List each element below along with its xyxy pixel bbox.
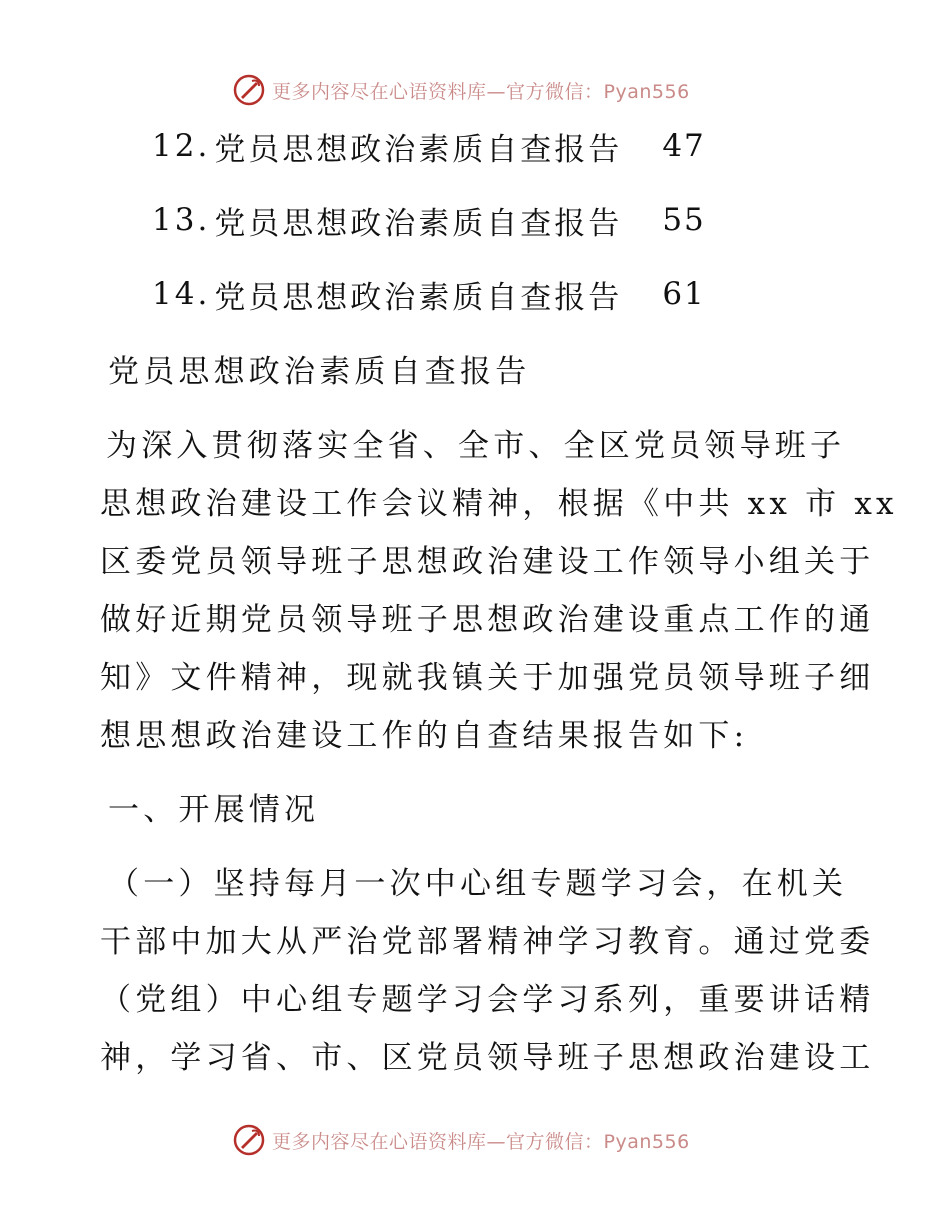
document-title: 党员思想政治素质自查报告 bbox=[108, 353, 531, 390]
toc-page-number: 55 bbox=[662, 202, 706, 238]
watermark-header bbox=[232, 70, 690, 110]
paragraph-line: 做好近期党员领导班子思想政治建设重点工作的通 bbox=[100, 601, 875, 638]
paragraph-line: 干部中加大从严治党部署精神学习教育。通过党委 bbox=[100, 923, 875, 960]
paragraph-line: 知》文件精神，现就我镇关于加强党员领导班子细 bbox=[100, 659, 875, 696]
toc-title: 党员思想政治素质自查报告 bbox=[214, 205, 623, 242]
watermark-text: 更多内容尽在心语资料库—官方微信：Pyan556 bbox=[272, 1130, 690, 1153]
toc-title: 党员思想政治素质自查报告 bbox=[214, 279, 623, 316]
watermark-footer bbox=[232, 1120, 690, 1160]
toc-number: 14. bbox=[152, 276, 211, 312]
toc-number: 12. bbox=[152, 128, 211, 164]
section-heading: 一、开展情况 bbox=[108, 791, 320, 828]
paragraph-line: 为深入贯彻落实全省、全市、全区党员领导班子 bbox=[106, 427, 846, 464]
paragraph-line: （一）坚持每月一次中心组专题学习会，在机关 bbox=[108, 865, 848, 902]
paragraph-line: 区委党员领导班子思想政治建设工作领导小组关于 bbox=[100, 543, 875, 580]
paragraph-line: 想思想政治建设工作的自查结果报告如下: bbox=[100, 717, 749, 754]
quill-logo-icon bbox=[232, 1123, 266, 1157]
toc-item bbox=[152, 122, 712, 170]
paragraph-line: 神，学习省、市、区党员领导班子思想政治建设工 bbox=[100, 1039, 875, 1076]
quill-logo-icon bbox=[232, 73, 266, 107]
toc-item bbox=[152, 270, 712, 318]
toc-page-number: 61 bbox=[662, 276, 706, 312]
paragraph-line: 思想政治建设工作会议精神，根据《中共 xx 市 xx bbox=[100, 485, 898, 522]
toc-item bbox=[152, 196, 712, 244]
toc-title: 党员思想政治素质自查报告 bbox=[214, 131, 623, 168]
toc-page-number: 47 bbox=[662, 128, 706, 164]
toc-number: 13. bbox=[152, 202, 211, 238]
watermark-text: 更多内容尽在心语资料库—官方微信：Pyan556 bbox=[272, 80, 690, 103]
paragraph-line: （党组）中心组专题学习会学习系列，重要讲话精 bbox=[100, 981, 875, 1018]
